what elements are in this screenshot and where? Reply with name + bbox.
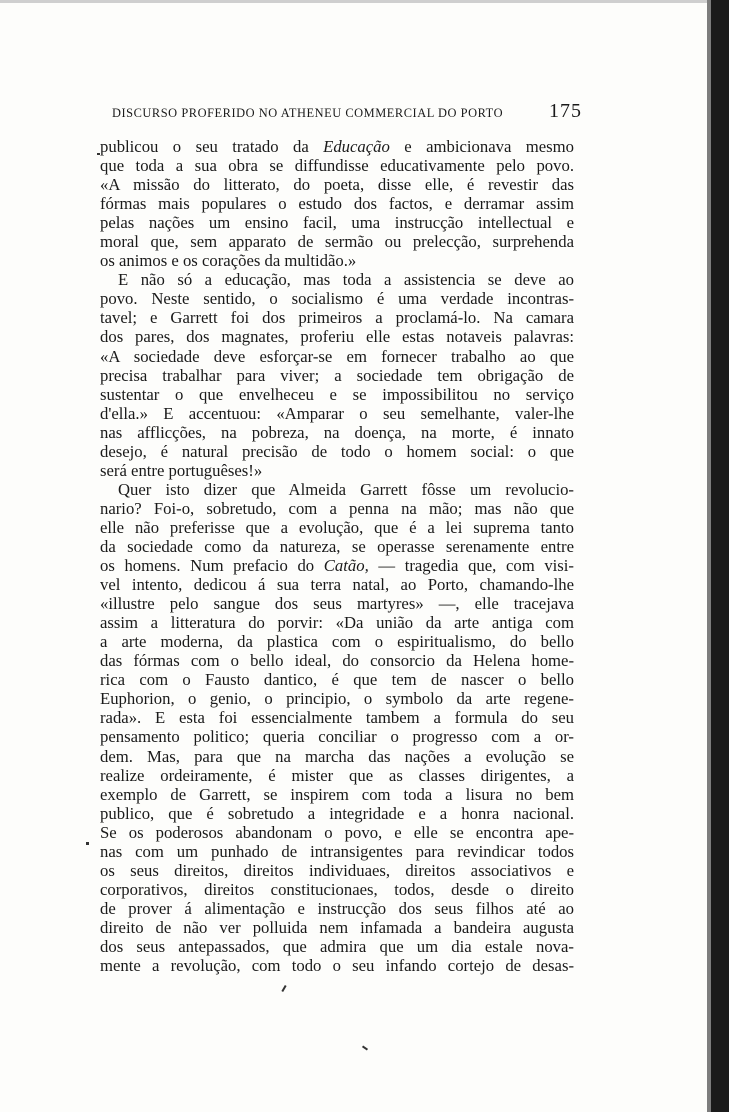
text-line: Euphorion, o genio, o principio, o symbolo da arte regene- [100, 689, 574, 709]
text-line: será entre portuguêses!» [100, 460, 263, 480]
text-line: pensamento politico; queria conciliar o progresso com a or- [100, 727, 574, 747]
text-line: povo. Neste sentido, o socialismo é uma verdade incontras- [100, 289, 574, 309]
text-line: dos pares, dos magnates, proferiu elle estas notaveis palavras: [100, 327, 574, 347]
page-edge [711, 0, 729, 1112]
text-line: elle não preferisse que a evolução, que é a lei suprema tanto [100, 517, 574, 537]
body-text [100, 137, 574, 975]
page-number: 175 [549, 100, 582, 122]
text-line: direito de não ver polluida nem infamada a bandeira augusta [100, 917, 574, 937]
text-line: precisa trabalhar para viver; a sociedade tem obrigação de [100, 365, 574, 385]
text-line: mente a revolução, com todo o seu infando cortejo de desas- [100, 956, 574, 976]
text-line: sustentar o que envelheceu e se impossibilitou no serviço [100, 384, 574, 404]
text-line: nas afflicções, na pobreza, na doença, na morte, é innato [100, 422, 574, 442]
text-line: desejo, é natural precisão de todo o homem social: o que [100, 441, 574, 461]
text-line: das fórmas com o bello ideal, do consorcio da Helena home- [100, 651, 574, 671]
text-line: a arte moderna, da plastica com o espiritualismo, do bello [100, 632, 574, 652]
text-line: «A sociedade deve esforçar-se em fornecer trabalho ao que [100, 346, 574, 366]
text-line: «illustre pelo sangue dos seus martyres» —, elle tracejava [100, 594, 574, 614]
text-line: Quer isto dizer que Almeida Garrett fôsse um revolucio- [118, 479, 574, 499]
text-line: «A missão do litterato, do poeta, disse elle, é revestir das [100, 175, 574, 195]
scan-speck [362, 1045, 368, 1050]
text-line: os seus direitos, direitos individuaes, direitos associativos e [100, 860, 574, 880]
scan-speck [97, 153, 100, 155]
text-line: moral que, sem apparato de sermão ou prelecção, surprehenda [100, 232, 574, 252]
text-line: exemplo de Garrett, se inspirem com toda a lisura no bem [100, 784, 574, 804]
text-line: realize ordeiramente, é mister que as classes dirigentes, a [100, 765, 574, 785]
text-line: tavel; e Garrett foi dos primeiros a proclamá-lo. Na camara [100, 308, 574, 328]
text-line: dem. Mas, para que na marcha das nações a evolução se [100, 746, 574, 766]
text-line: nario? Foi-o, sobretudo, com a penna na mão; mas não que [100, 498, 574, 518]
text-line: Se os poderosos abandonam o povo, e elle se encontra ape- [100, 822, 574, 842]
scan-speck [86, 842, 89, 845]
text-line: pelas nações um ensino facil, uma instrucção intellectual e [100, 213, 574, 233]
text-line: rada». E esta foi essencialmente tambem a formula do seu [100, 708, 574, 728]
text-line: vel intento, dedicou á sua terra natal, ao Porto, chamando-lhe [100, 575, 574, 595]
text-line: da sociedade como da natureza, se operasse serenamente entre [100, 536, 574, 556]
text-line: E não só a educação, mas toda a assistencia se deve ao [118, 270, 574, 290]
text-line: assim a litteratura do porvir: «Da união da arte antiga com [100, 613, 574, 633]
page-header [112, 100, 582, 130]
scan-speck [281, 985, 286, 992]
text-line: de prover á alimentação e instrucção dos seus filhos até ao [100, 898, 574, 918]
text-line: publicou o seu tratado da Educação e ambicionava mesmo [100, 137, 574, 156]
text-line: d'ella.» E accentuou: «Amparar o seu semelhante, valer-lhe [100, 403, 574, 423]
text-line: os animos e os corações da multidão.» [100, 251, 357, 271]
text-line: fórmas mais populares o estudo dos factos, e derramar assim [100, 194, 574, 214]
text-line: publico, que é sobretudo a integridade e a honra nacional. [100, 803, 574, 823]
running-head: DISCURSO PROFERIDO NO ATHENEU COMMERCIAL DO PORTO [112, 106, 504, 120]
text-line: os homens. Num prefacio do Catão, — tragedia que, com visi- [100, 556, 574, 576]
text-line: que toda a sua obra se diffundisse educativamente pelo povo. [100, 156, 574, 176]
text-line: dos seus antepassados, que admira que um dia estale nova- [100, 936, 574, 956]
text-line: rica com o Fausto dantico, é que tem de nascer o bello [100, 670, 574, 690]
page-top-edge [0, 0, 729, 3]
text-line: nas com um punhado de intransigentes para revindicar todos [100, 841, 574, 861]
text-line: corporativos, direitos constitucionaes, todos, desde o direito [100, 879, 574, 899]
